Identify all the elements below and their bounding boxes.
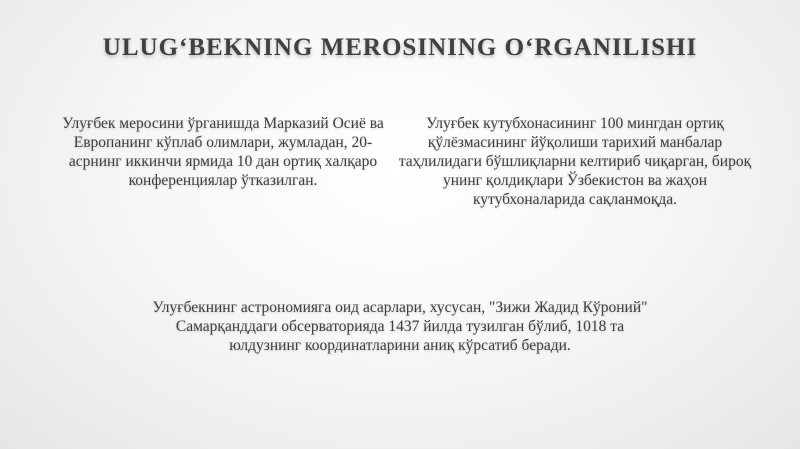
bottom-text-block: Улуғбекнинг астрономияга оид асарлари, хусусан, "Зижи Жадид Кўроний" Самарқанддаги обсерваторияда 1437 йилда тузилган бўлиб, 1018 та юлдузнинг координатларини аниқ кўрсатиб беради. xyxy=(152,299,648,354)
left-text-block: Улуғбек меросини ўрганишда Марказий Осиё ва Европанинг кўплаб олимлари, жумладан, 20-асрнинг иккинчи ярмида 10 дан ортиқ халқаро конференциялар ўтказилган. xyxy=(62,115,384,189)
slide-title: ULUG‘BEKNING MEROSINING O‘RGANILISHI xyxy=(102,34,698,61)
right-text-block: Улуғбек кутубхонасининг 100 мингдан ортиқ қўлёзмасининг йўқолиши тарихий манбалар таҳлилидаги бўшлиқларни келтириб чиқарган, бироқ унинг қолдиқлари Ўзбекистон ва жаҳон кутубхоналарида сақланмоқда. xyxy=(398,115,752,208)
